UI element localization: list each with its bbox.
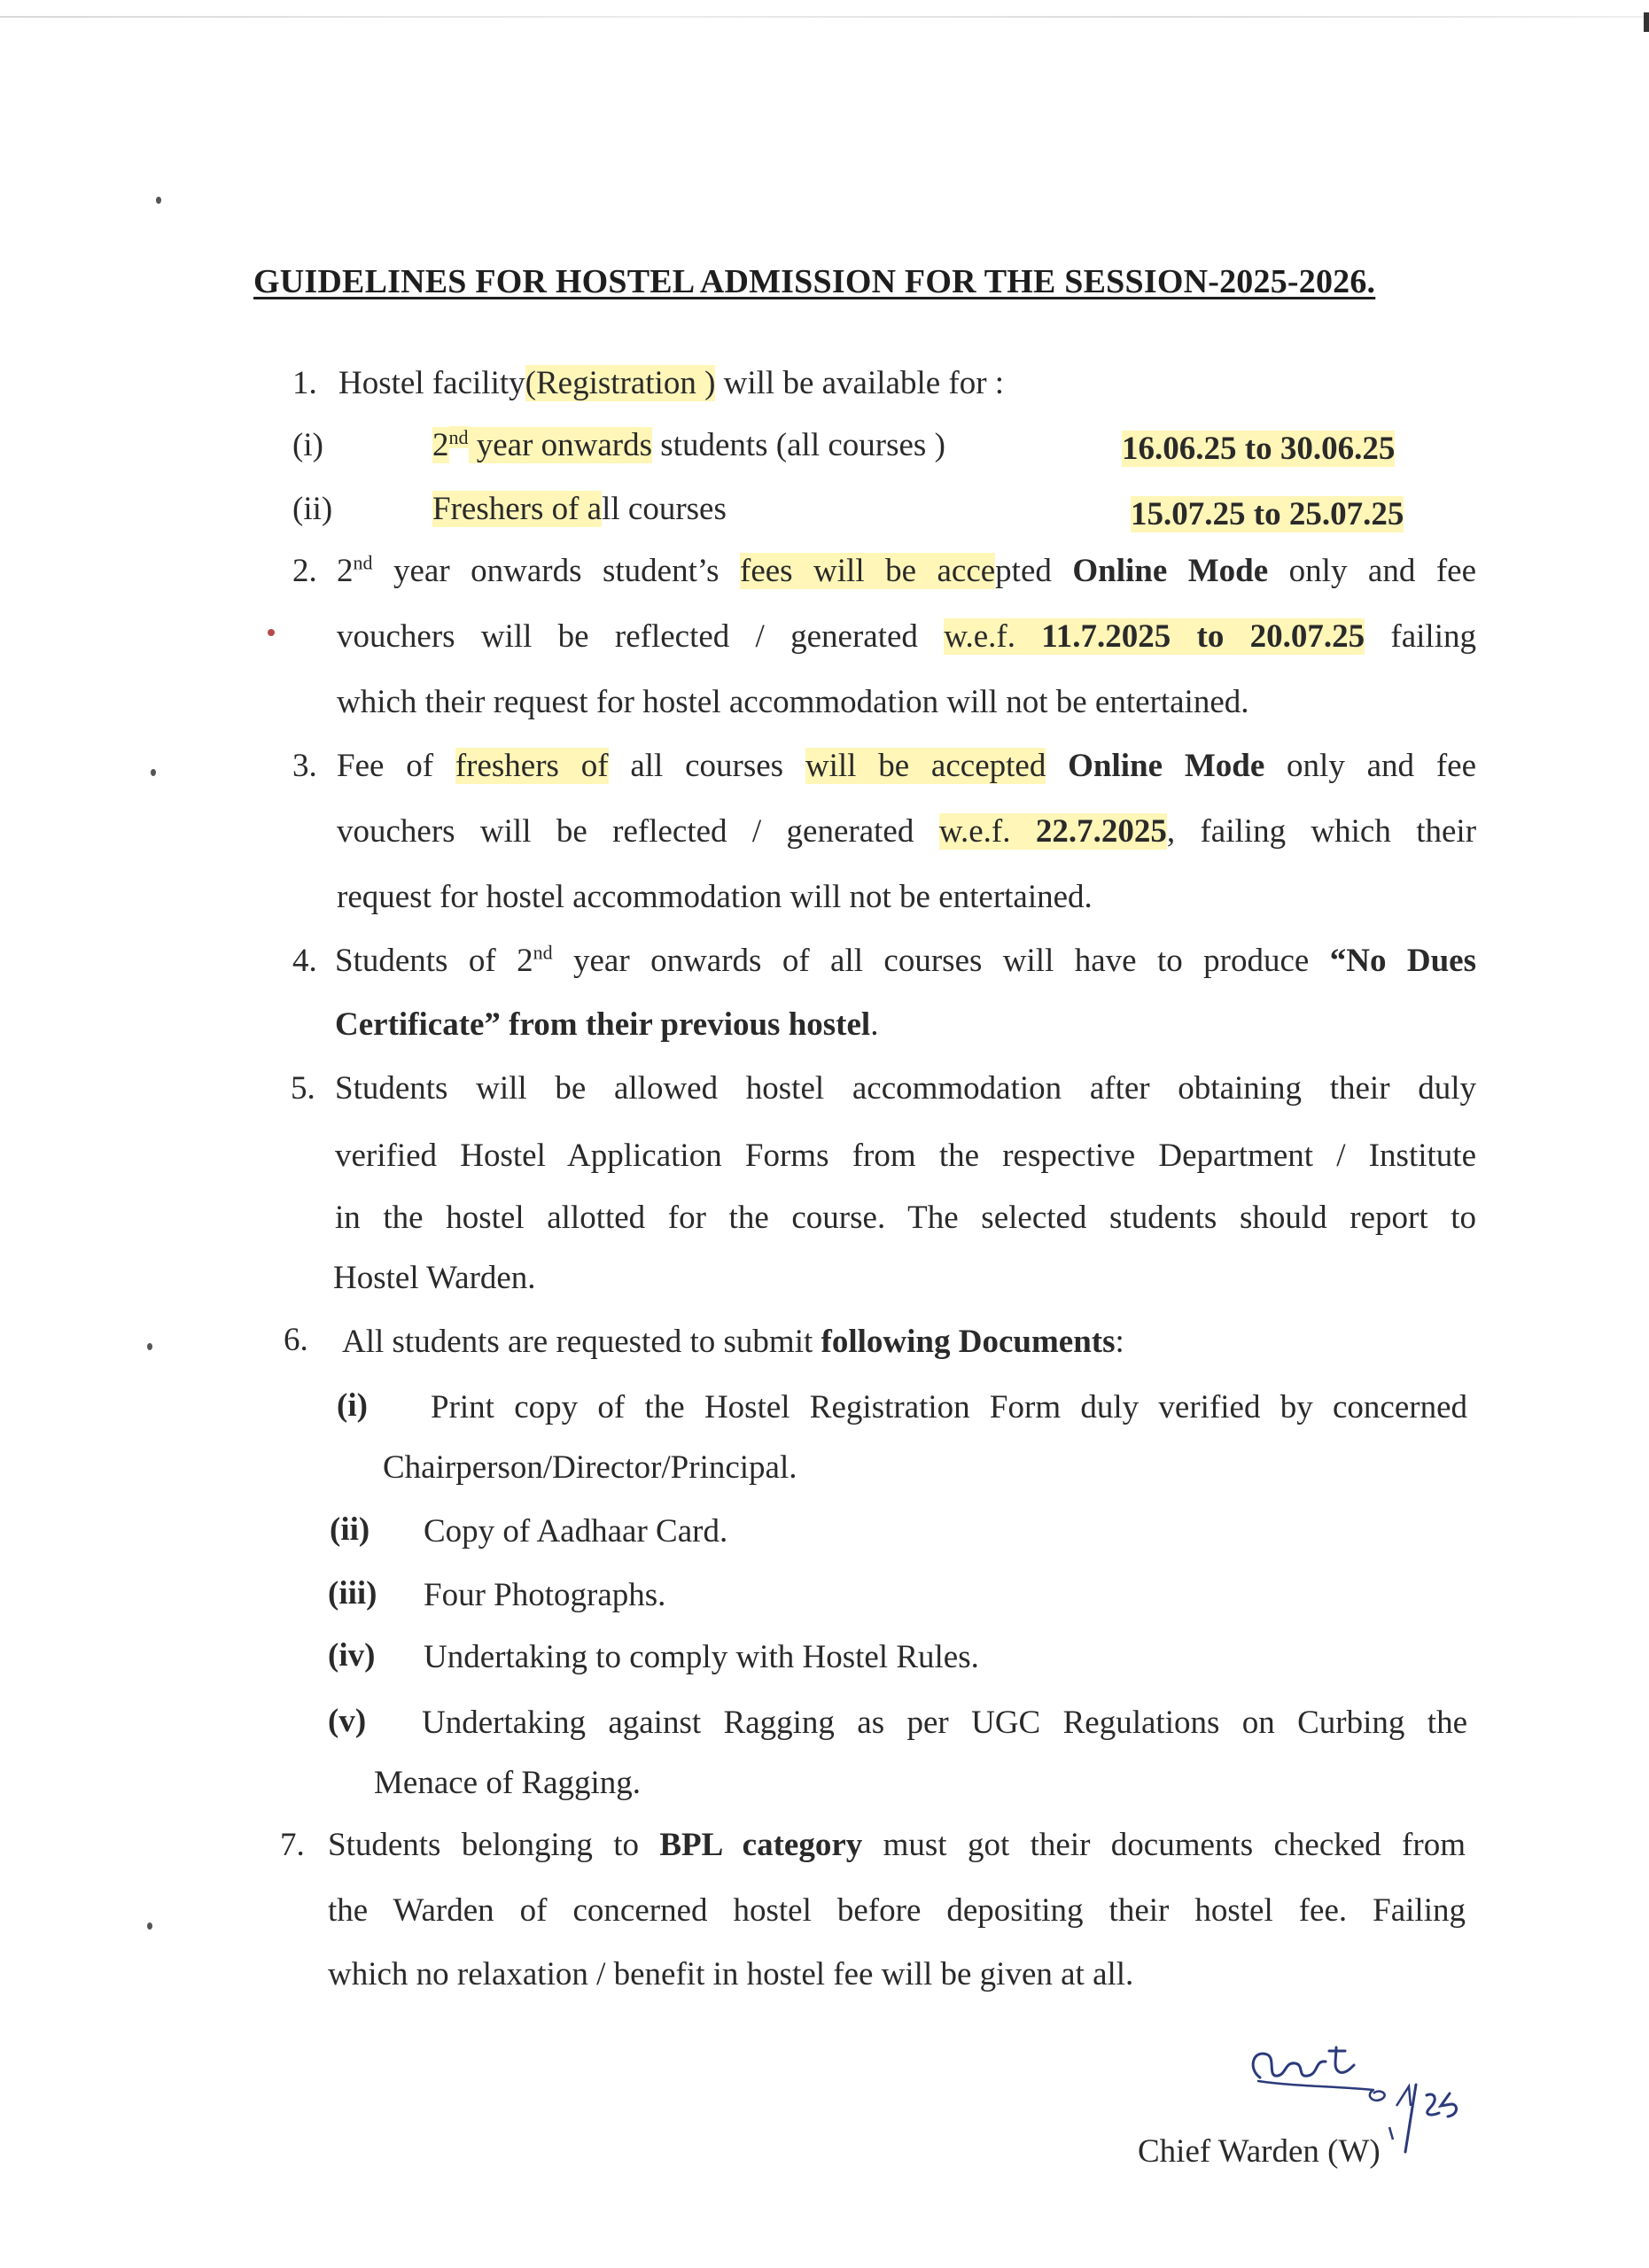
item-number: 3. [292, 748, 317, 784]
item5-line: Students will be allowed hostel accommodation after obtaining their duly [335, 1070, 1476, 1107]
item-number: 6. [284, 1322, 308, 1358]
doc-number: (v) [328, 1703, 367, 1739]
date-range: 16.06.25 to 30.06.25 [1122, 431, 1396, 467]
item-number: 7. [280, 1827, 305, 1863]
doc-text: Copy of Aadhaar Card. [424, 1513, 728, 1550]
item2-line: vouchers will be reflected / generated w.e.f. 11.7.2025 to 20.07.25 failing [337, 618, 1476, 655]
item5-line: verified Hostel Application Forms from the respective Department / Institute [335, 1138, 1476, 1174]
doc-text: Chairperson/Director/Principal. [383, 1449, 797, 1486]
item2-line: which their request for hostel accommodation will not be entertained. [337, 684, 1249, 720]
sub-item-text: 2nd year onwards students (all courses ) [432, 425, 945, 463]
scan-speck [151, 769, 156, 776]
doc-text: Undertaking against Ragging as per UGC Regulations on Curbing the [422, 1705, 1467, 1741]
doc-text: Print copy of the Hostel Registration Form duly verified by concerned [431, 1389, 1467, 1425]
scan-speck [147, 1922, 152, 1930]
scan-speck [268, 629, 275, 636]
scan-speck [156, 197, 161, 204]
doc-number: (ii) [330, 1511, 370, 1548]
date-range: 15.07.25 to 25.07.25 [1131, 496, 1404, 532]
item-number: 4. [292, 943, 317, 979]
item-number: 5. [291, 1070, 315, 1107]
signature-designation: Chief Warden (W) [1138, 2133, 1381, 2170]
doc-text: Undertaking to comply with Hostel Rules. [424, 1639, 979, 1675]
sub-item-number: (ii) [292, 491, 333, 527]
item7-line: the Warden of concerned hostel before depositing their hostel fee. Failing [328, 1892, 1466, 1929]
scan-speck [147, 1343, 152, 1350]
scan-edge-mark [1644, 12, 1649, 32]
item-number: 2. [292, 553, 317, 589]
doc-text: Four Photographs. [424, 1577, 666, 1613]
item5-line: in the hostel allotted for the course. The selected students should report to [335, 1200, 1476, 1236]
sub-item-number: (i) [292, 427, 323, 463]
item7-line: which no relaxation / benefit in hostel fee will be given at all. [328, 1956, 1134, 1992]
doc-number: (i) [337, 1387, 368, 1424]
item1-text: Hostel facility(Registration ) will be available for : [338, 365, 1005, 401]
doc-number: (iv) [328, 1637, 376, 1674]
item-number: 1. [292, 365, 317, 401]
scan-edge-line [0, 16, 1649, 18]
item4-line: Certificate” from their previous hostel. [335, 1006, 879, 1043]
item2-line: 2nd year onwards student’s fees will be accepted Online Mode only and fee [337, 551, 1476, 589]
page-title: GUIDELINES FOR HOSTEL ADMISSION FOR THE SESSION-2025-2026. [253, 263, 1376, 300]
item6-text: All students are requested to submit following Documents: [342, 1324, 1124, 1360]
item7-line: Students belonging to BPL category must got their documents checked from [328, 1827, 1466, 1863]
item3-line: Fee of freshers of all courses will be accepted Online Mode only and fee [337, 748, 1477, 784]
item3-line: request for hostel accommodation will not be entertained. [337, 879, 1093, 915]
doc-number: (iii) [328, 1575, 377, 1612]
doc-text: Menace of Ragging. [374, 1765, 642, 1801]
item3-line: vouchers will be reflected / generated w.e.f. 22.7.2025, failing which their [337, 813, 1477, 850]
item5-line: Hostel Warden. [333, 1260, 536, 1296]
sub-item-text: Freshers of all courses [432, 491, 727, 527]
item4-line: Students of 2nd year onwards of all courses will have to produce “No Dues [335, 941, 1477, 979]
